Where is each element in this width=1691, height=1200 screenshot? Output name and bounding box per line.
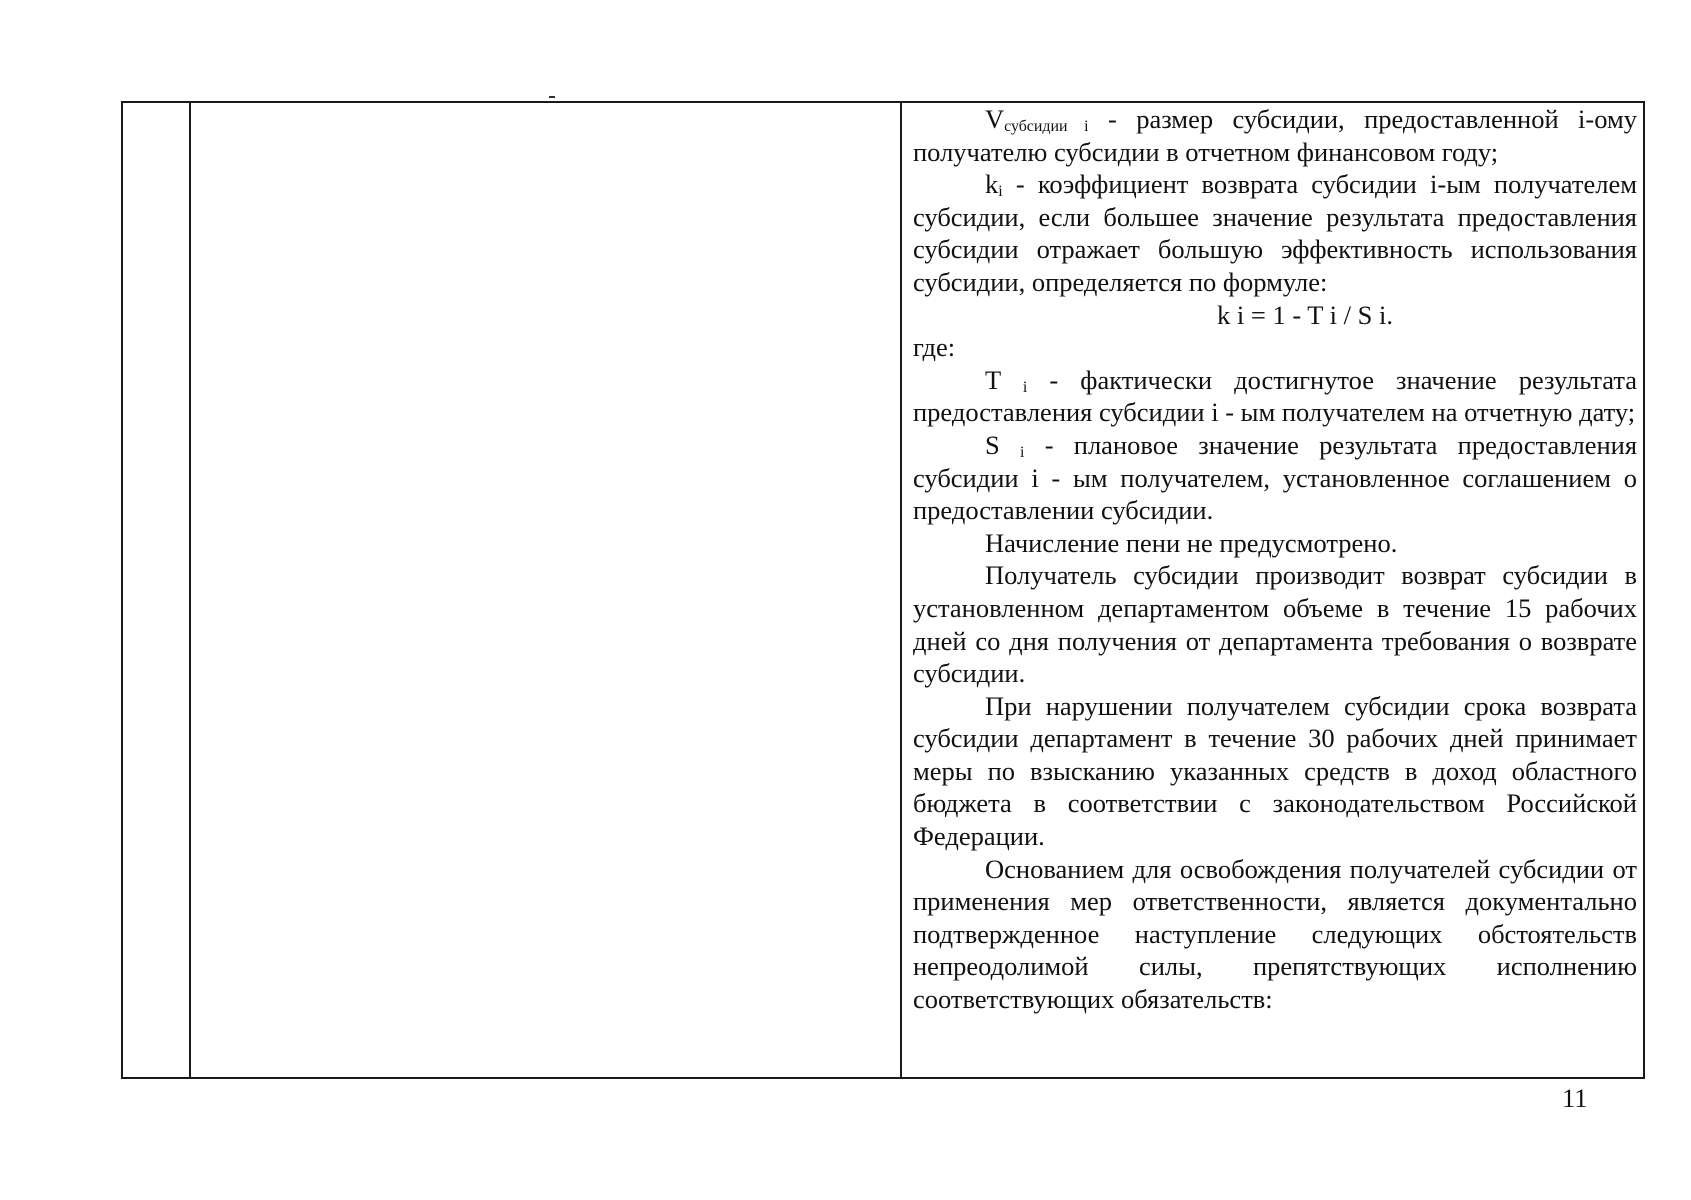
k-definition — [913, 168, 1637, 298]
where-label: где: — [913, 332, 956, 363]
exemption-paragraph: Основанием для освобождения получателей субсидии от применения мер ответственности, является документально подтвержденное наступление следующих обстоятельств непреодолимой силы, препятствующих исполнению соответствующих обязательств: — [913, 853, 1637, 1015]
s-symbol: S — [985, 429, 1000, 460]
document-table — [121, 101, 1645, 1079]
column-divider-2 — [900, 103, 902, 1077]
scan-mark — [549, 96, 555, 98]
text-column — [913, 103, 1637, 1016]
s-subscript: i — [1020, 443, 1025, 461]
k-definition-text: - коэффициент возврата субсидии i-ым получателем субсидии, если большее значение результата предоставления субсидии отражает большую эффективность использования субсидии, определяется по формуле: — [913, 169, 1637, 297]
penalty-paragraph: Начисление пени не предусмотрено. — [985, 527, 1398, 558]
s-definition — [913, 429, 1637, 527]
return-paragraph: Получатель субсидии производит возврат субсидии в установленном департаментом объеме в течение 15 рабочих дней со дня получения от департамента требования о возврате субсидии. — [913, 560, 1637, 689]
v-subscript: субсидии i — [1004, 118, 1089, 135]
s-definition-text: - плановое значение результата предоставления субсидии i - ым получателем, установленное соглашением о предоставлении субсидии. — [913, 429, 1638, 526]
formula-line: k i = 1 - T i / S i. — [1217, 299, 1393, 330]
t-definition-text: - фактически достигнутое значение результата предоставления субсидии i - ым получателем на отчетную дату; — [913, 364, 1638, 428]
v-symbol: V — [985, 104, 1005, 134]
k-subscript: i — [998, 183, 1003, 201]
k-symbol: k — [985, 169, 999, 200]
t-subscript: i — [1022, 378, 1028, 396]
page-number: 11 — [1562, 1083, 1588, 1113]
v-definition — [913, 103, 1637, 168]
t-symbol: T — [985, 364, 1001, 395]
t-definition — [913, 364, 1637, 429]
violation-paragraph: При нарушении получателем субсидии срока возврата субсидии департамент в течение 30 рабочих дней принимает меры по взысканию указанных средств в доход областного бюджета в соответствии с законодательством Российской Федерации. — [913, 690, 1637, 852]
v-definition-text: - размер субсидии, предоставленной i-ому получателю субсидии в отчетном финансовом году; — [913, 104, 1638, 167]
column-divider-1 — [189, 103, 191, 1077]
